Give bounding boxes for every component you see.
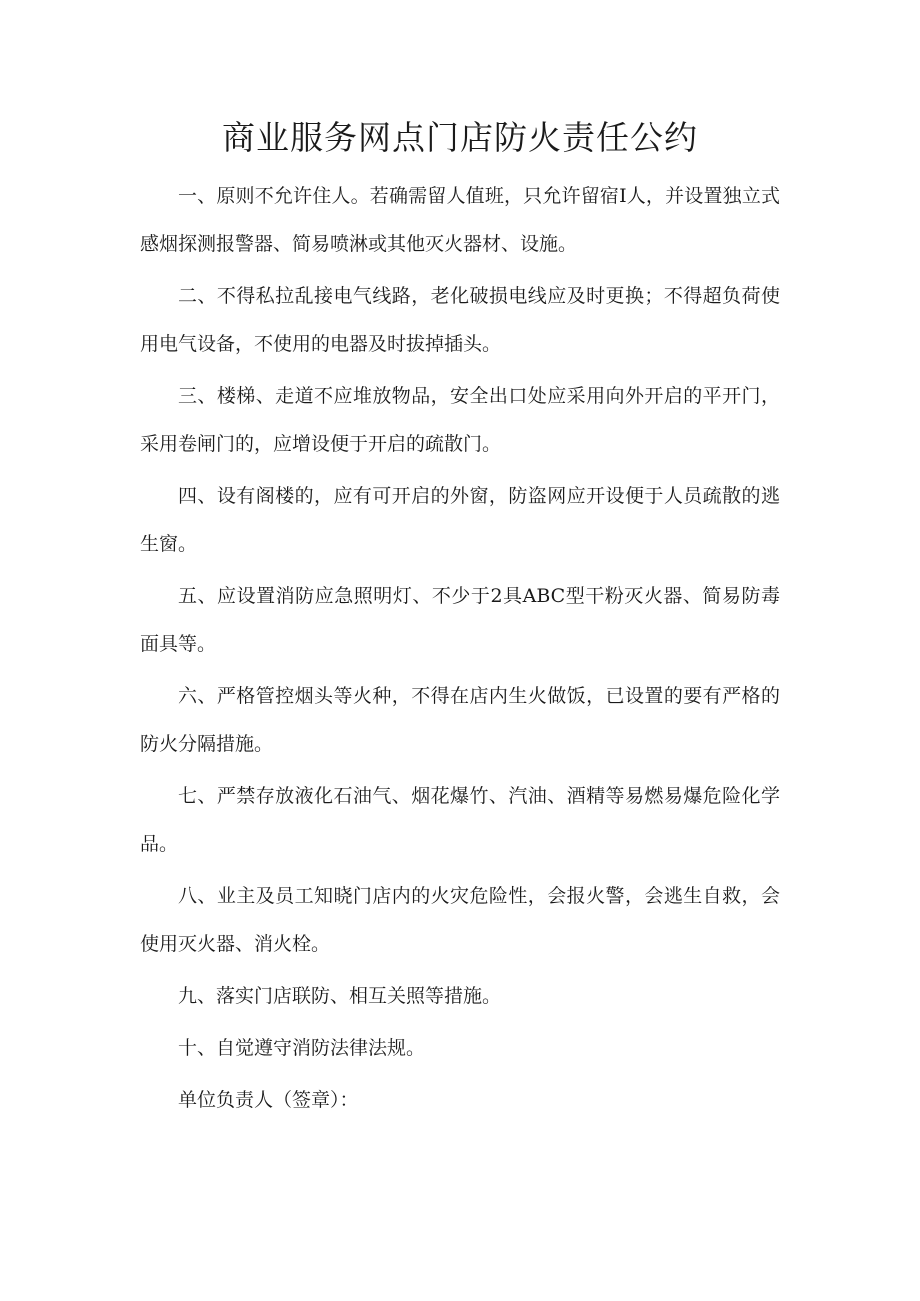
clause-4: 四、设有阁楼的，应有可开启的外窗，防盗网应开设便于人员疏散的逃生窗。 xyxy=(140,485,780,555)
document-body xyxy=(140,172,780,1124)
document-title: 商业服务网点门店防火责任公约 xyxy=(222,118,698,157)
clause-8: 八、业主及员工知晓门店内的火灾危险性，会报火警，会逃生自救，会使用灭火器、消火栓。 xyxy=(140,885,780,955)
clause-1: 一、原则不允许住人。若确需留人值班，只允许留宿I人，并设置独立式感烟探测报警器、简易喷淋或其他灭火器材、设施。 xyxy=(140,185,780,255)
clause-5: 五、应设置消防应急照明灯、不少于2具ABC型干粉灭火器、简易防毒面具等。 xyxy=(140,585,780,655)
clause-7: 七、严禁存放液化石油气、烟花爆竹、汽油、酒精等易燃易爆危险化学品。 xyxy=(140,785,780,855)
clause-3: 三、楼梯、走道不应堆放物品，安全出口处应采用向外开启的平开门，采用卷闸门的，应增设便于开启的疏散门。 xyxy=(140,385,780,455)
clause-2: 二、不得私拉乱接电气线路，老化破损电线应及时更换；不得超负荷使用电气设备，不使用的电器及时拔掉插头。 xyxy=(140,285,780,355)
clause-10: 十、自觉遵守消防法律法规。 xyxy=(178,1037,426,1059)
clause-9: 九、落实门店联防、相互关照等措施。 xyxy=(178,985,502,1007)
signature-label: 单位负责人（签章）： xyxy=(178,1089,359,1111)
clause-6: 六、严格管控烟头等火种，不得在店内生火做饭，已设置的要有严格的防火分隔措施。 xyxy=(140,685,780,755)
